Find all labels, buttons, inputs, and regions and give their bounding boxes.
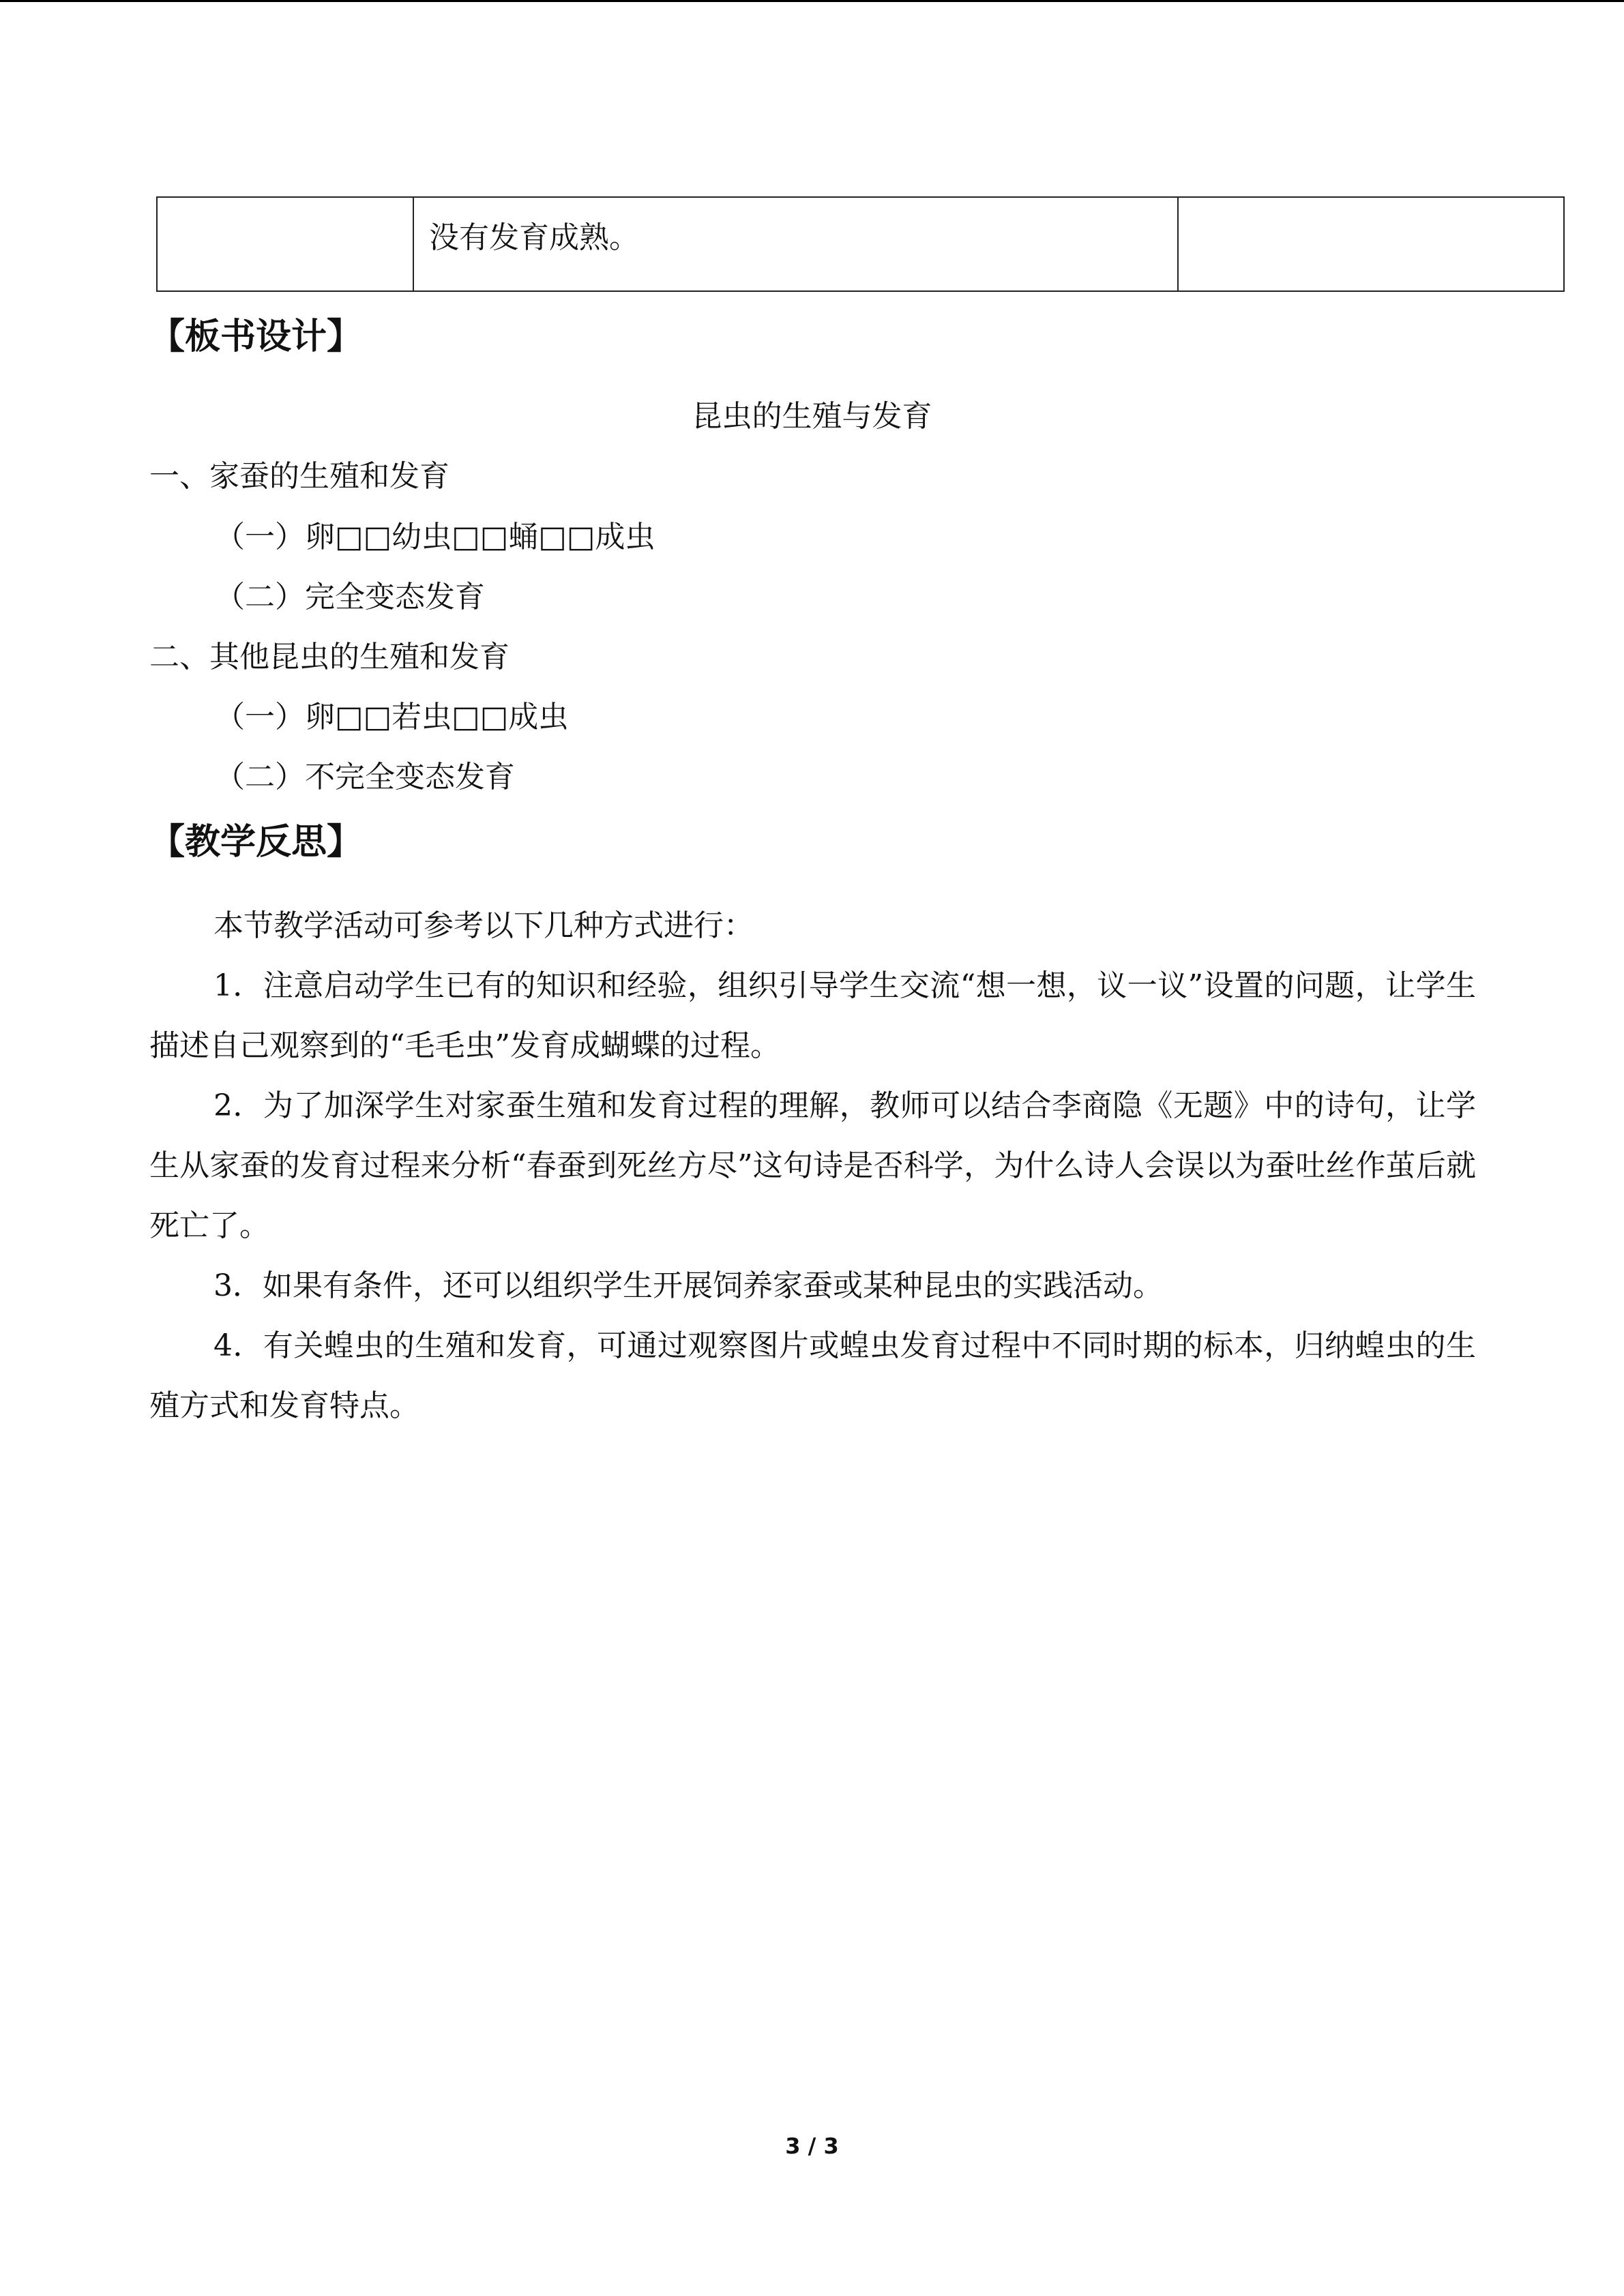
page-number: 3 / 3 — [785, 2133, 839, 2159]
table-row — [157, 197, 1564, 291]
table-cell: 没有发育成熟。 — [413, 197, 1178, 291]
board-design-heading: 【板书设计】 — [149, 316, 363, 357]
board-section-2-heading: 二、其他昆虫的生殖和发育 — [149, 640, 510, 674]
board-section-1-heading: 一、家蚕的生殖和发育 — [149, 459, 449, 494]
table-cell — [157, 197, 413, 291]
page-top-border — [0, 0, 1624, 2]
board-section-1-item-1: （一）卵□□幼虫□□蛹□□成虫 — [215, 520, 655, 554]
board-section-2-item-2: （二）不完全变态发育 — [215, 760, 515, 794]
board-section-2-item-1: （一）卵□□若虫□□成虫 — [215, 700, 569, 734]
board-title: 昆虫的生殖与发育 — [692, 399, 932, 434]
reflection-paragraph-1: 1．注意启动学生已有的知识和经验，组织引导学生交流“想一想，议一议”设置的问题，让学生描述自己观察到的“毛毛虫”发育成蝴蝶的过程。 — [149, 968, 1476, 1063]
reflection-paragraph-2: 2．为了加深学生对家蚕生殖和发育过程的理解，教师可以结合李商隐《无题》中的诗句，让学生从家蚕的发育过程来分析“春蚕到死丝方尽”这句诗是否科学，为什么诗人会误以为蚕吐丝作茧后就死亡了。 — [149, 1088, 1476, 1243]
reflection-paragraph-3: 3．如果有条件，还可以组织学生开展饲养家蚕或某种昆虫的实践活动。 — [213, 1268, 1163, 1303]
reflection-paragraph-4: 4．有关蝗虫的生殖和发育，可通过观察图片或蝗虫发育过程中不同时期的标本，归纳蝗虫的生殖方式和发育特点。 — [149, 1328, 1476, 1423]
reflection-paragraph-intro: 本节教学活动可参考以下几种方式进行： — [213, 908, 754, 943]
continuation-table — [156, 196, 1565, 292]
board-section-1-item-2: （二）完全变态发育 — [215, 580, 485, 614]
reflection-heading: 【教学反思】 — [149, 822, 363, 863]
table-cell — [1178, 197, 1564, 291]
